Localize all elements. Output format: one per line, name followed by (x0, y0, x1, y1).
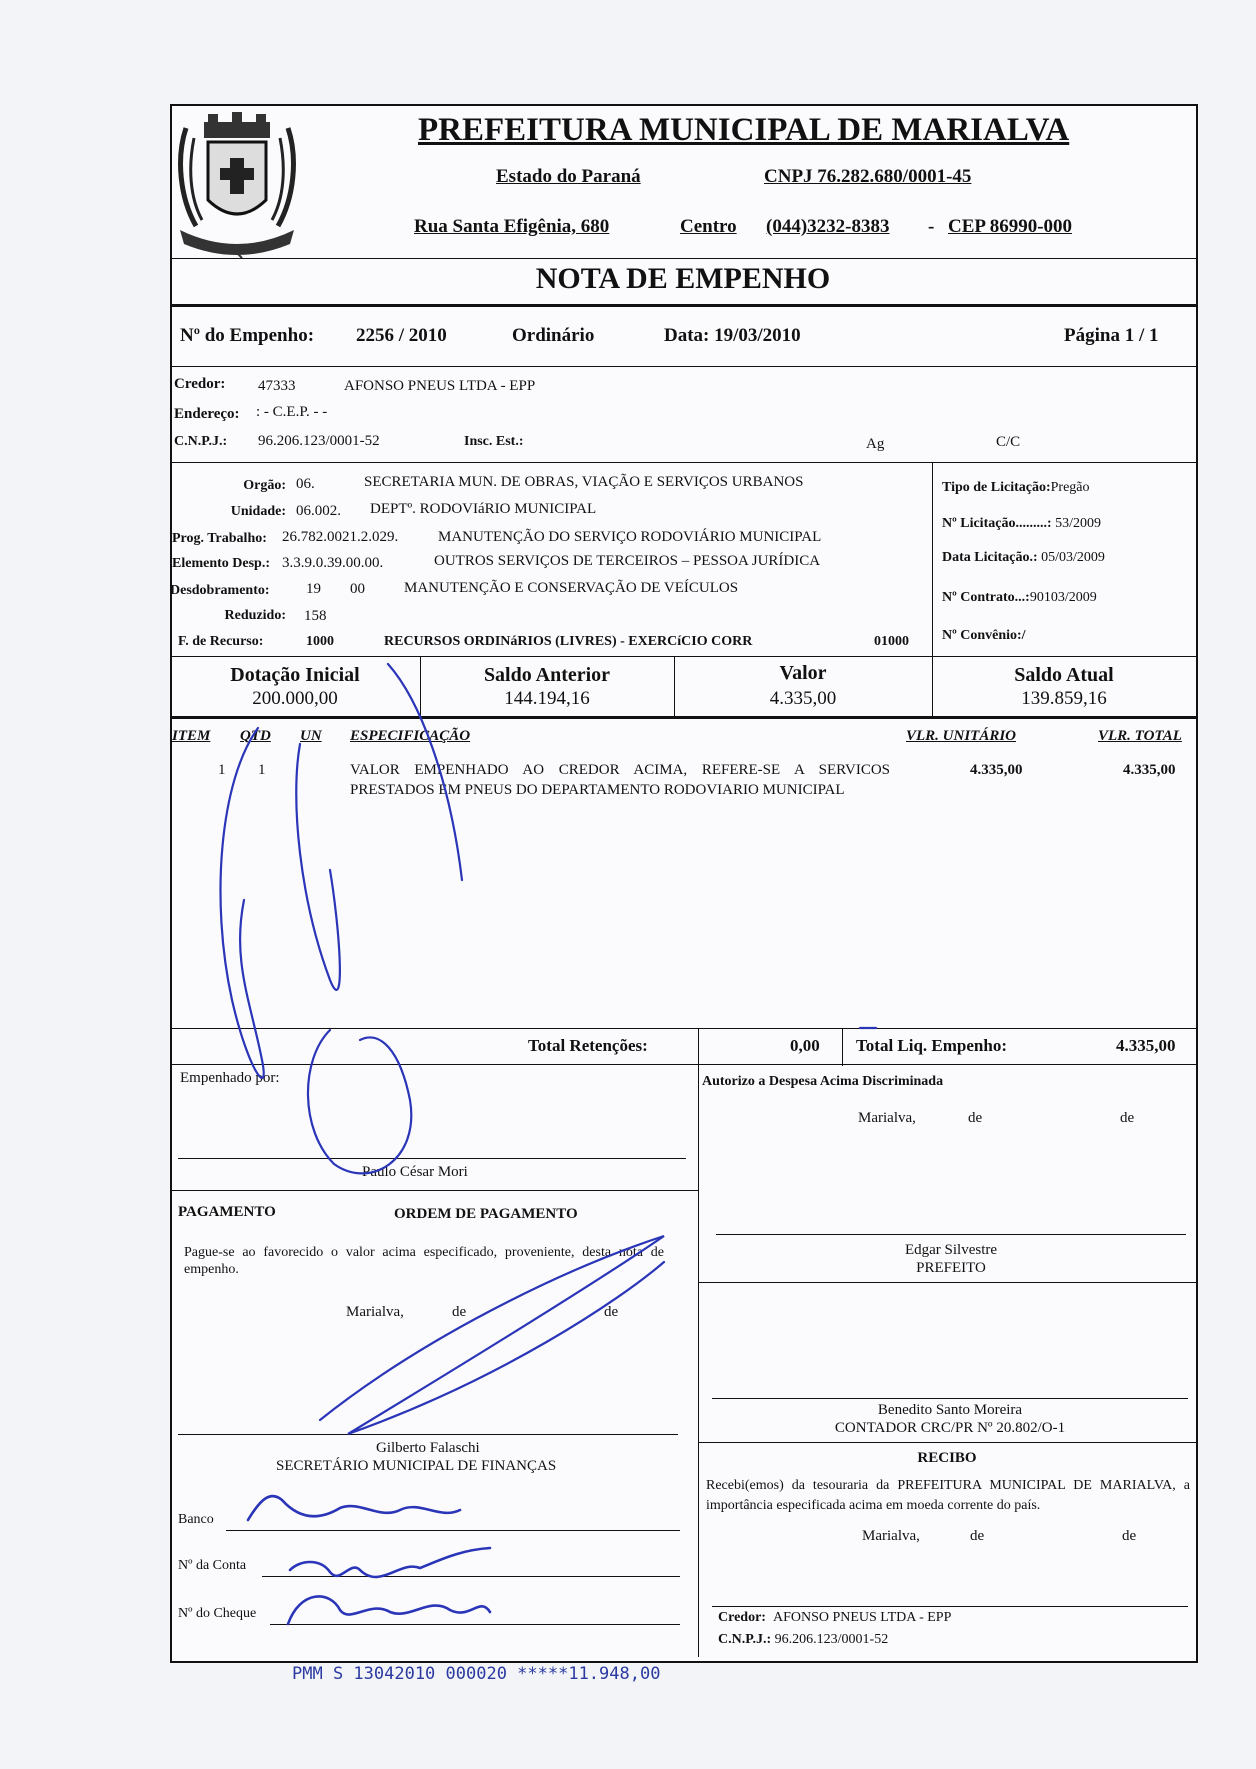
recurso-desc: RECURSOS ORDINáRIOS (LIVRES) - EXERCíCIO CORR (384, 634, 753, 649)
conta-label: Nº da Conta (178, 1558, 247, 1573)
reduzido-code: 158 (304, 608, 327, 624)
autorizo-de-1: de (968, 1110, 983, 1126)
saldo-atual-label: Saldo Atual (1014, 664, 1114, 686)
numero-licitacao-value: 53/2009 (1055, 516, 1101, 531)
prog-label: Prog. Trabalho: (172, 531, 267, 546)
recibo-place: Marialva, (862, 1528, 920, 1544)
state-name: Estado do Paraná (496, 166, 641, 187)
orgao-code: 06. (296, 476, 315, 492)
desd-desc: MANUTENÇÃO E CONSERVAÇÃO DE VEÍCULOS (404, 580, 739, 596)
data-licitacao-label: Data Licitação.: (942, 550, 1038, 565)
address-label: Endereço: (174, 406, 240, 422)
pagamento-label: PAGAMENTO (178, 1204, 276, 1220)
recurso-label: F. de Recurso: (178, 634, 264, 649)
col-item: ITEM (172, 728, 211, 744)
row-vlr-unitario: 4.335,00 (970, 762, 1023, 778)
recibo-de-1: de (970, 1528, 985, 1544)
empenhado-signer: Paulo César Mori (362, 1164, 468, 1180)
valor-value: 4.335,00 (769, 688, 837, 709)
unidade-code: 06.002. (296, 503, 341, 519)
empenhado-label: Empenhado por: (180, 1070, 280, 1086)
pagamento-place: Marialva, (346, 1304, 404, 1320)
header-cnpj: CNPJ 76.282.680/0001-45 (764, 166, 972, 187)
prefeito-name: Edgar Silvestre (904, 1242, 998, 1258)
reduzido-label: Reduzido: (224, 608, 286, 623)
contador-role: CONTADOR CRC/PR Nº 20.802/O-1 (834, 1420, 1066, 1436)
recibo-cnpj-label: C.N.P.J.: (718, 1632, 772, 1647)
credor-code: 47333 (258, 378, 296, 394)
header-phone: (044)3232-8383 (766, 216, 890, 237)
header-centro: Centro (680, 216, 737, 237)
insc-est-label: Insc. Est.: (464, 434, 524, 449)
orgao-desc: SECRETARIA MUN. DE OBRAS, VIAÇÃO E SERVIÇOS URBANOS (364, 474, 804, 490)
recibo-credor-label: Credor: (718, 1610, 766, 1625)
empenho-type: Ordinário (512, 325, 595, 346)
valor-label: Valor (779, 662, 827, 684)
credor-name: AFONSO PNEUS LTDA - EPP (344, 378, 536, 394)
ordem-pagamento-label: ORDEM DE PAGAMENTO (394, 1206, 578, 1222)
tipo-licitacao-value: Pregão (1050, 480, 1090, 495)
tipo-licitacao-label: Tipo de Licitação: (942, 480, 1051, 495)
elem-desc: OUTROS SERVIÇOS DE TERCEIROS – PESSOA JURÍDICA (434, 553, 821, 569)
elem-code: 3.3.9.0.39.00.00. (282, 555, 384, 571)
convenio-label: Nº Convênio:/ (942, 628, 1026, 643)
cnpj-label: C.N.P.J.: (174, 434, 228, 449)
autorizo-label: Autorizo a Despesa Acima Discriminada (702, 1074, 944, 1089)
dotacao-value: 200.000,00 (252, 688, 338, 709)
recurso-code-2: 01000 (874, 634, 909, 649)
banco-label: Banco (178, 1512, 214, 1527)
desd-label: Desdobramento: (170, 583, 270, 598)
empenho-label: Nº do Empenho: (180, 325, 315, 346)
unidade-label: Unidade: (230, 504, 286, 519)
desd-code-1: 19 (306, 581, 321, 597)
mechanical-stamp: PMM S 13042010 000020 *****11.948,00 (292, 1664, 661, 1684)
row-especificacao: VALOR EMPENHADO AO CREDOR ACIMA, REFERE-SE A SERVICOS PRESTADOS EM PNEUS DO DEPARTAMENTO RODOVIARIO MUNICIPAL (350, 762, 890, 798)
cheque-label: Nº do Cheque (178, 1606, 257, 1621)
autorizo-de-2: de (1120, 1110, 1135, 1126)
secretario-role: SECRETÁRIO MUNICIPAL DE FINANÇAS (276, 1458, 557, 1474)
recibo-cnpj-value: 96.206.123/0001-52 (774, 1632, 889, 1647)
credor-label: Credor: (174, 376, 226, 392)
empenho-number: 2256 / 2010 (356, 325, 447, 346)
document-title: NOTA DE EMPENHO (535, 262, 831, 295)
saldo-atual-value: 139.859,16 (1021, 688, 1107, 709)
total-retencoes-value: 0,00 (790, 1036, 820, 1055)
agency-label: Ag (866, 436, 885, 452)
col-vlr-unitario: VLR. UNITÁRIO (906, 728, 1017, 744)
pagamento-de-1: de (452, 1304, 467, 1320)
total-retencoes-label: Total Retenções: (528, 1036, 648, 1055)
recibo-label: RECIBO (917, 1450, 977, 1466)
page-indicator: Página 1 / 1 (1064, 325, 1159, 346)
pagamento-text: Pague-se ao favorecido o valor acima especificado, proveniente, desta nota de empenho. (184, 1245, 664, 1277)
saldo-anterior-value: 144.194,16 (504, 688, 590, 709)
col-un: UN (300, 728, 322, 744)
saldo-anterior-label: Saldo Anterior (483, 664, 611, 686)
pagamento-de-2: de (604, 1304, 619, 1320)
recurso-code: 1000 (306, 634, 334, 649)
dotacao-label: Dotação Inicial (230, 664, 360, 686)
numero-contrato-label: Nº Contrato...: (942, 590, 1030, 605)
row-vlr-total: 4.335,00 (1123, 762, 1176, 778)
col-especificacao: ESPECIFICAÇÃO (350, 728, 471, 744)
autorizo-place: Marialva, (858, 1110, 916, 1126)
recibo-credor-value: AFONSO PNEUS LTDA - EPP (772, 1610, 952, 1625)
row-item: 1 (218, 762, 226, 778)
col-qtd: QTD (240, 728, 271, 744)
col-vlr-total: VLR. TOTAL (1098, 728, 1182, 744)
header-address: Rua Santa Efigênia, 680 (414, 216, 610, 237)
recibo-de-2: de (1122, 1528, 1137, 1544)
cnpj-value: 96.206.123/0001-52 (258, 433, 380, 449)
recibo-text: Recebi(emos) da tesouraria da PREFEITURA MUNICIPAL DE MARIALVA, a importância especificada acima em moeda corrente do país. (706, 1478, 1190, 1513)
contador-name: Benedito Santo Moreira (877, 1402, 1023, 1418)
numero-contrato-value: 90103/2009 (1029, 590, 1097, 605)
secretario-name: Gilberto Falaschi (376, 1440, 480, 1456)
unidade-desc: DEPTº. RODOVIáRIO MUNICIPAL (370, 501, 597, 517)
account-label: C/C (996, 434, 1021, 450)
empenho-date: Data: 19/03/2010 (664, 325, 801, 346)
elem-label: Elemento Desp.: (172, 556, 270, 571)
desd-code-2: 00 (350, 581, 365, 597)
prog-code: 26.782.0021.2.029. (282, 529, 399, 545)
orgao-label: Orgão: (243, 478, 286, 493)
numero-licitacao-label: Nº Licitação.........: (942, 516, 1052, 531)
header-cep: CEP 86990-000 (948, 216, 1073, 237)
prefeito-role: PREFEITO (916, 1260, 986, 1276)
municipality-title: PREFEITURA MUNICIPAL DE MARIALVA (418, 112, 1070, 148)
address-value: : - C.E.P. - - (256, 404, 328, 420)
total-liq-label: Total Liq. Empenho: (856, 1036, 1007, 1055)
data-licitacao-value: 05/03/2009 (1041, 550, 1105, 565)
prog-desc: MANUTENÇÃO DO SERVIÇO RODOVIÁRIO MUNICIPAL (438, 529, 822, 545)
row-qtd: 1 (258, 762, 266, 778)
header-dash: - (928, 216, 935, 237)
total-liq-value: 4.335,00 (1116, 1036, 1176, 1055)
